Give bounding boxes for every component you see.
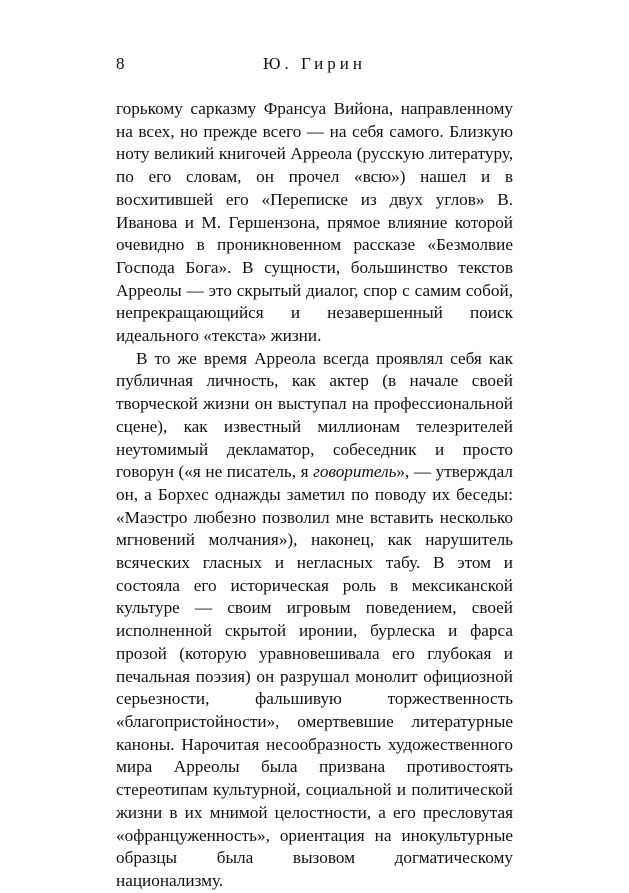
- body-text: [116, 98, 513, 893]
- paragraph-text: », — утверждал он, а Борхес однажды заметил по поводу их беседы: «Маэстро любезно позволил мне вставить несколько мгновений молчания»), наконец, как нарушитель всяческих гласных и негласных табу. В этом и состояла его историческая роль в мексиканской культуре — своим игровым поведением, своей исполненной скрытой иронии, бурлеска и фарса прозой (которую уравновешивала его глубокая и печальная поэзия) он разрушал монолит официозной серьезности, фальшивую торжественность «благопристойности», омертвевшие литературные каноны. Нарочитая несообразность художественного мира Арреолы была призвана противостоять стереотипам культурной, социальной и политической жизни в их мнимой целостности, а его пресловутая «офранцуженность», ориентация на инокультурные образцы была вызовом догматическому национализму.: [116, 462, 513, 890]
- paragraph: горькому сарказму Франсуа Вийона, направленному на всех, но прежде всего — на себя самого. Близкую ноту великий книгочей Арреола (русскую литературу, по его словам, он прочел «всю») нашел и в восхитившей его «Переписке из двух углов» В. Иванова и М. Гершензона, прямое влияние которой очевидно в проникновенном рассказе «Безмолвие Господа Бога». В сущности, большинство текстов Арреолы — это скрытый диалог, спор с самим собой, непрекращающийся и незавершенный поиск идеального «текста» жизни.: [116, 99, 513, 346]
- emphasized-word: говоритель: [313, 462, 397, 482]
- page-number: 8: [116, 54, 125, 73]
- running-title: Ю. Гирин: [263, 54, 366, 73]
- paragraph-text: В то же время Арреола всегда проявлял себя как публичная личность, как актер (в начале своей творческой жизни он выступал на профессиональной сцене), как известный миллионам телезрителей неутомимый декламатор, собеседник и просто говорун («я не писатель, я: [116, 348, 513, 482]
- running-head: [116, 52, 513, 76]
- paragraph: [116, 348, 513, 893]
